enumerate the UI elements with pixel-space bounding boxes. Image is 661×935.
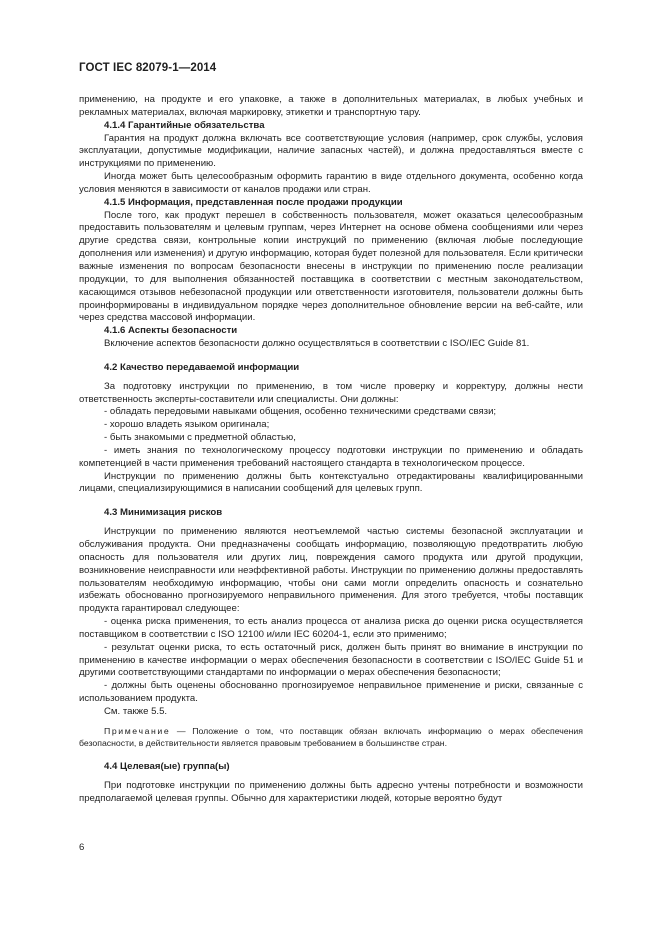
paragraph: Инструкции по применению должны быть контекстуально отредактированы квалифицированными лицами, специализирующимися в написании сообщений для целевых групп. <box>79 470 583 495</box>
note <box>79 725 583 750</box>
list-item: - быть знакомыми с предметной областью, <box>104 432 296 444</box>
list-item: - иметь знания по технологическому процессу подготовки инструкции по применению и обладать компетенцией в части применения требований настоящего стандарта в технологическом процессе. <box>79 444 583 469</box>
section-heading-4-3: 4.3 Минимизация рисков <box>104 507 223 519</box>
list-item: - обладать передовыми навыками общения, особенно техническими средствами связи; <box>104 406 497 418</box>
list-item: - оценка риска применения, то есть анализ процесса от анализа риска до оценки риска осуществляется поставщиком в соответствии с ISO 12100 и/или IEC 60204-1, если это применимо; <box>79 616 583 640</box>
section-heading-4-4: 4.4 Целевая(ые) группа(ы) <box>104 761 230 772</box>
paragraph: Инструкции по применению являются неотъемлемой частью системы безопасной эксплуатации и обслуживания продукта. Они предназначены сообщать информацию, позволяющую предотвратить любую опасность для пользователя или других лиц, повреждения самого продукта или другой продукции, возникновение неисправности или неэффективной работы. Инструкции по применению должны предоставлять пользователям необходимую информацию, чтобы они сами могли определить опасность и сознательно избежать обоснованно прогнозируемого неправильного применения. Для этого требуется, чтобы поставщик продукта гарантировал следующее: <box>79 526 583 615</box>
section-heading-4-1-6: 4.1.6 Аспекты безопасности <box>104 325 238 337</box>
paragraph: За подготовку инструкции по применению, в том числе проверку и корректуру, должны нести ответственность эксперты-составители или специалисты. Они должны: <box>79 380 583 405</box>
paragraph: После того, как продукт перешел в собственность пользователя, может оказаться целесообразным предоставить пользователям и целевым группам, через Интернет на основе обмена сообщениями или через другие средства связи, контрольные копии инструкций по применению (включая любые последующие дополнения или изменения) и другую информацию, которая будет полезной для пользователя. Если критически важные изменения по вопросам безопасности внесены в инструкции по применению после реализации продукции, то для выполнения обязанностей поставщика в соответствии с местным законодательством, касающимся отзывов небезопасной продукции или ответственности изготовителя, пользователи должны быть проинформированы в индивидуальном порядке через дополнительное обновление версии на веб-сайте, или через средства массовой информации. <box>79 209 583 324</box>
section-heading-4-1-5: 4.1.5 Информация, представленная после продажи продукции <box>104 196 403 208</box>
paragraph: Включение аспектов безопасности должно осуществляться в соответствии с ISO/IEC Guide 81. <box>104 338 530 350</box>
section-heading-4-2: 4.2 Качество передаваемой информации <box>104 361 300 373</box>
note-text: — Положение о том, что поставщик обязан включать информацию о мерах обеспечения безопасности, в действительности является правовым требованием в большинстве стран. <box>79 725 583 749</box>
document-body <box>79 94 583 806</box>
section-heading-4-1-4: 4.1.4 Гарантийные обязательства <box>104 119 265 131</box>
note-label: Примечание <box>104 725 171 736</box>
page-number: 6 <box>79 842 85 853</box>
paragraph: См. также 5.5. <box>104 705 168 717</box>
list-item: - результат оценки риска, то есть остаточный риск, должен быть принят во внимание в инструкции по применению в качестве информации о мерах обеспечения безопасности в соответствии с ISO/IEC Guide 51 и другими соответствующими стандартами по информации о мерах обеспечения безопасности; <box>79 641 583 679</box>
list-item: - хорошо владеть языком оригинала; <box>104 419 270 431</box>
paragraph: Гарантия на продукт должна включать все соответствующие условия (например, срок службы, условия эксплуатации, допустимые модификации, наличие запасных частей), и должна предоставляться вместе с инструкциями по применению. <box>79 132 583 170</box>
paragraph: применению, на продукте и его упаковке, а также в дополнительных материалах, в любых учебных и рекламных материалах, включая маркировку, этикетки и транспортную тару. <box>79 94 583 118</box>
paragraph: При подготовке инструкции по применению должны быть адресно учтены потребности и возможности предполагаемой целевая группы. Обычно для характеристики людей, которые вероятно будут <box>79 779 583 804</box>
list-item: - должны быть оценены обоснованно прогнозируемое неправильное применение и риски, связанные с использованием продукта. <box>79 680 583 705</box>
spacer <box>79 351 583 362</box>
spacer <box>79 750 583 761</box>
paragraph: Иногда может быть целесообразным оформить гарантию в виде отдельного документа, особенно когда условия меняются в зависимости от каналов продажи или стран. <box>79 171 583 195</box>
page-header-title: ГОСТ IEC 82079-1—2014 <box>79 62 217 74</box>
spacer <box>79 496 583 507</box>
